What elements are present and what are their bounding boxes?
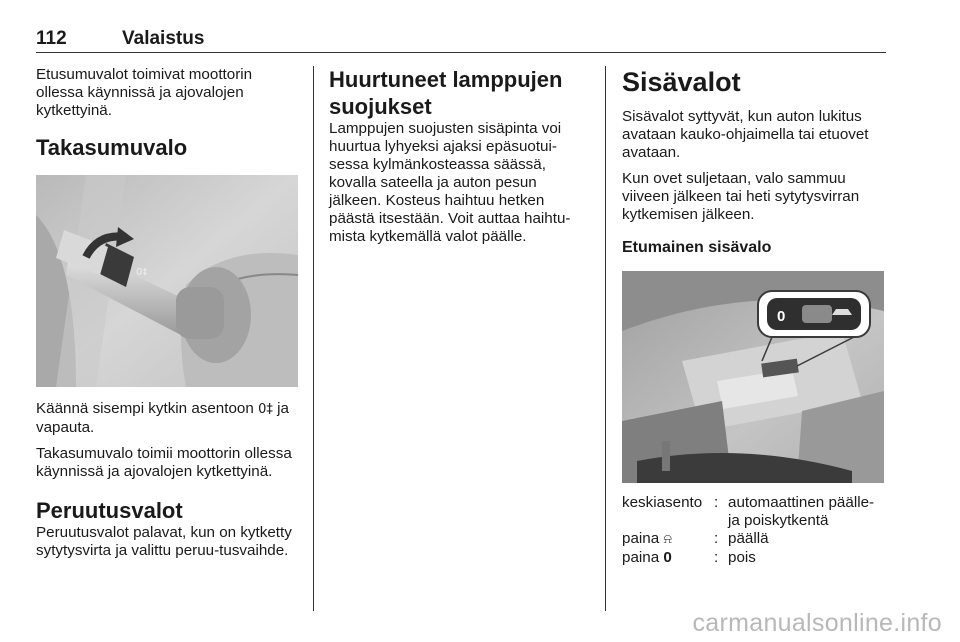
watermark: carmanualsonline.info bbox=[692, 609, 942, 637]
rear-fog-text: Takasumuvalo toimii moottorin ollessa käynnissä ja ajovalojen kytkettyinä. bbox=[36, 445, 292, 480]
interior-light-icon: ⍾ bbox=[663, 532, 673, 547]
section-title: Valaistus bbox=[122, 28, 205, 49]
rear-fog-symbol-icon: 0‡ bbox=[258, 402, 273, 417]
reversing-lights-heading: Peruutusvalot bbox=[36, 498, 183, 523]
column-divider bbox=[605, 66, 606, 611]
definition: päällä bbox=[728, 530, 769, 547]
interior-lights-p1: Sisävalot syttyvät, kun auton lukitus avataan kauko-ohjaimella tai etuovet avataan. bbox=[622, 108, 869, 161]
fogged-covers-heading: Huurtuneet lamppujen suojukset bbox=[329, 67, 563, 119]
separator: : bbox=[714, 549, 719, 566]
column-right bbox=[622, 66, 886, 567]
rear-fog-caption bbox=[36, 400, 300, 437]
switch-zero-label: 0 bbox=[777, 308, 786, 325]
page-header bbox=[36, 28, 886, 53]
front-fog-text: Etusumuvalot toimivat moottorin ollessa käynnissä ja ajovalojen kytkettyinä. bbox=[36, 66, 253, 119]
fogged-covers-text: Lamppujen suojusten sisäpinta voi huurtua lyhyeksi ajaksi epäsuotui-sessa kylmänkosteassa säässä, kovalla sateella ja auton pesun jälkeen. Kosteus haihtuu hetken päästä itsestään. Voit auttaa haihtu-mista kytkemällä valot päälle. bbox=[329, 120, 571, 245]
term-center: keskiasento bbox=[622, 494, 703, 511]
definition: automaattinen päälle- ja poiskytkentä bbox=[728, 494, 875, 529]
separator: : bbox=[714, 494, 719, 511]
page-number: 112 bbox=[36, 28, 67, 49]
caption-text-pre: Käännä sisempi kytkin asentoon bbox=[36, 400, 254, 417]
rear-fog-heading: Takasumuvalo bbox=[36, 135, 188, 160]
table-row bbox=[622, 494, 886, 530]
column-left bbox=[36, 66, 300, 568]
interior-lights-heading: Sisävalot bbox=[622, 67, 741, 97]
front-interior-light-heading: Etumainen sisävalo bbox=[622, 239, 772, 256]
column-divider bbox=[313, 66, 314, 611]
svg-text:0‡: 0‡ bbox=[136, 267, 148, 278]
term-press-on bbox=[622, 530, 714, 549]
table-row bbox=[622, 549, 886, 567]
interior-lights-p2: Kun ovet suljetaan, valo sammuu viiveen jälkeen tai heti sytytysvirran kytkemisen jälkeen. bbox=[622, 170, 860, 223]
caption-text-post: ja vapauta. bbox=[36, 400, 289, 436]
term-bold: 0 bbox=[663, 549, 672, 566]
table-row bbox=[622, 530, 886, 549]
separator: : bbox=[714, 530, 719, 547]
definition: pois bbox=[728, 549, 756, 566]
interior-light-illustration bbox=[622, 271, 884, 483]
rear-fog-switch-illustration bbox=[36, 175, 298, 387]
reversing-lights-text: Peruutusvalot palavat, kun on kytketty sytytysvirta ja valittu peruu-tusvaihde. bbox=[36, 524, 292, 559]
term-pre: paina bbox=[622, 549, 660, 566]
term-press-off bbox=[622, 549, 714, 567]
term-pre: paina bbox=[622, 530, 660, 547]
column-middle bbox=[329, 66, 591, 254]
switch-positions-table bbox=[622, 494, 886, 567]
